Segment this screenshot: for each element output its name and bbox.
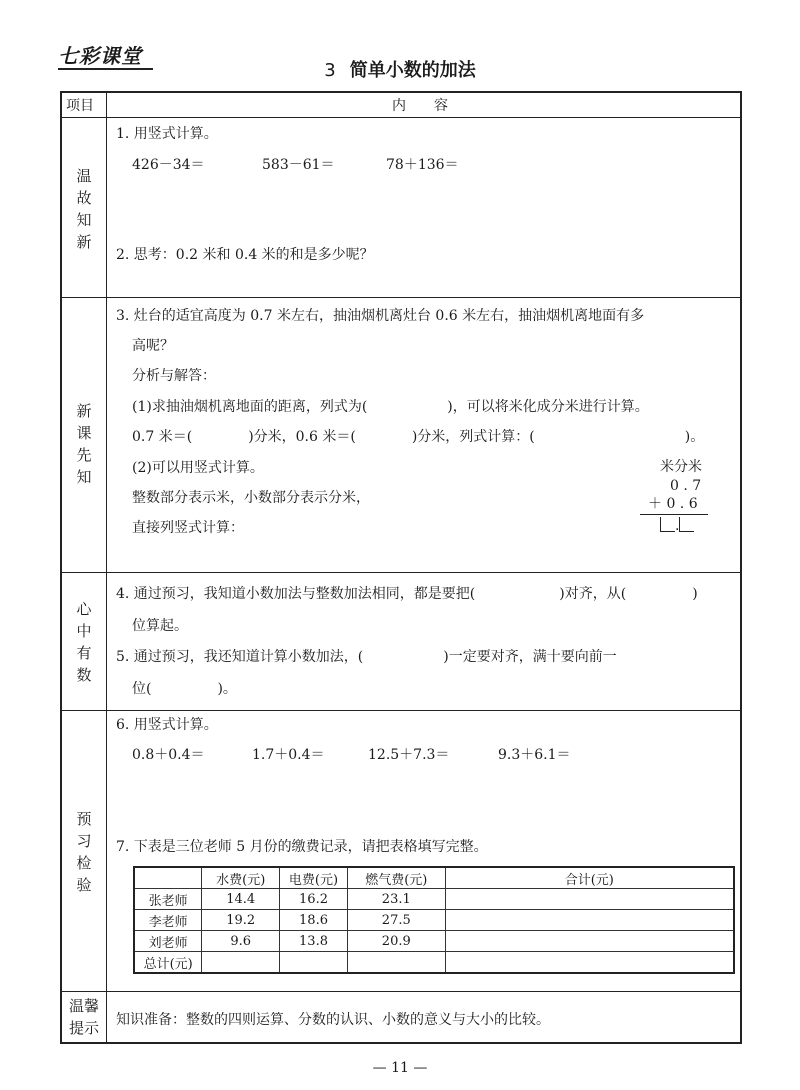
- table-cell-answer[interactable]: [445, 931, 734, 952]
- q4-line-2: 位算起。: [132, 618, 188, 634]
- page-number: — 11 —: [372, 1060, 428, 1076]
- column-divider: [106, 91, 107, 1044]
- q1-item-3: 78＋136＝: [386, 157, 459, 173]
- table-cell: 刘老师: [134, 931, 202, 952]
- table-header-cell: 水费(元): [202, 867, 280, 889]
- table-row: [134, 889, 734, 910]
- section-label-check: 预 习 检 验: [76, 810, 92, 894]
- table-cell: 27.5: [347, 910, 445, 931]
- table-cell: 18.6: [280, 910, 348, 931]
- header-item: 项目: [66, 98, 94, 114]
- table-cell: 13.8: [280, 931, 348, 952]
- table-cell-answer[interactable]: [280, 952, 348, 974]
- table-cell-answer[interactable]: [445, 910, 734, 931]
- table-cell: 14.4: [202, 889, 280, 910]
- table-header-cell: 燃气费(元): [347, 867, 445, 889]
- q2-text: 2. 思考：0.2 米和 0.4 米的和是多少呢？: [116, 247, 374, 263]
- q3-part-2: 0.7 米＝( )分米，0.6 米＝( )分米，列式计算：( )。: [132, 429, 705, 445]
- table-cell: 16.2: [280, 889, 348, 910]
- q3-part-1: (1)求抽油烟机离地面的距离，列式为( )，可以将米化成分米进行计算。: [132, 399, 649, 415]
- q1-title: 1. 用竖式计算。: [116, 126, 218, 142]
- answer-box[interactable]: [660, 517, 675, 532]
- table-cell: 总计(元): [134, 952, 202, 974]
- q5-line-2: 位( )。: [132, 681, 237, 697]
- table-cell-answer[interactable]: [445, 952, 734, 974]
- section-divider-1: [60, 297, 742, 298]
- q6-item-2: 1.7＋0.4＝: [252, 747, 325, 763]
- q5-line-1: 5. 通过预习，我还知道计算小数加法，( )一定要对齐，满十要向前一: [116, 649, 617, 665]
- q7-title: 7. 下表是三位老师 5 月份的缴费记录，请把表格填写完整。: [116, 839, 488, 855]
- q6-title: 6. 用竖式计算。: [116, 717, 218, 733]
- section-divider-3: [60, 710, 742, 711]
- title-text: 简单小数的加法: [349, 60, 476, 81]
- table-row: [134, 910, 734, 931]
- section-label-tip: 温馨 提示: [68, 997, 99, 1037]
- table-cell-answer[interactable]: [347, 952, 445, 974]
- fee-table: [133, 866, 735, 974]
- table-header-cell: 电费(元): [280, 867, 348, 889]
- table-cell: 李老师: [134, 910, 202, 931]
- q4-line-1: 4. 通过预习，我知道小数加法与整数加法相同，都是要把( )对齐，从( ): [116, 586, 698, 602]
- q1-item-2: 583－61＝: [262, 157, 335, 173]
- q3-line-2: 高呢？: [132, 338, 174, 354]
- q3-part-5: 直接列竖式计算：: [132, 520, 244, 536]
- table-cell: 9.6: [202, 931, 280, 952]
- brand-logo: 七彩课堂: [58, 44, 142, 68]
- table-cell-answer[interactable]: [202, 952, 280, 974]
- vertical-row-1: 0 . 7: [670, 478, 702, 494]
- vertical-sum-line: [640, 514, 708, 515]
- section-divider-4: [60, 991, 742, 992]
- section-label-preview: 新 课 先 知: [76, 402, 92, 486]
- table-cell: 19.2: [202, 910, 280, 931]
- q3-analysis: 分析与解答：: [132, 368, 216, 384]
- vertical-header: 米分米: [660, 459, 702, 475]
- tip-text: 知识准备：整数的四则运算、分数的认识、小数的意义与大小的比较。: [116, 1012, 550, 1028]
- q6-item-3: 12.5＋7.3＝: [368, 747, 450, 763]
- section-label-mind: 心 中 有 数: [76, 600, 92, 684]
- table-row: [134, 952, 734, 974]
- title-number: 3: [324, 60, 336, 81]
- table-header-row: [134, 867, 734, 889]
- q3-part-3: (2)可以用竖式计算。: [132, 460, 264, 476]
- table-cell: 20.9: [347, 931, 445, 952]
- table-header-cell: 合计(元): [445, 867, 734, 889]
- vertical-answer-boxes[interactable]: .: [660, 517, 694, 536]
- vertical-row-2: ＋ 0 . 6: [648, 496, 698, 512]
- section-divider-2: [60, 572, 742, 573]
- q3-part-4: 整数部分表示米，小数部分表示分米，: [132, 490, 370, 506]
- table-cell: 23.1: [347, 889, 445, 910]
- header-content: 内 容: [392, 98, 448, 114]
- table-row: [134, 931, 734, 952]
- table-cell: 张老师: [134, 889, 202, 910]
- q6-item-1: 0.8＋0.4＝: [132, 747, 205, 763]
- q3-line-1: 3. 灶台的适宜高度为 0.7 米左右，抽油烟机离灶台 0.6 米左右，抽油烟机离地面有多: [116, 308, 645, 324]
- q1-item-1: 426－34＝: [132, 157, 205, 173]
- page-title: [0, 56, 800, 82]
- q6-item-4: 9.3＋6.1＝: [498, 747, 571, 763]
- section-label-review: 温 故 知 新: [76, 167, 92, 251]
- header-divider: [60, 117, 742, 118]
- table-cell-answer[interactable]: [445, 889, 734, 910]
- answer-box[interactable]: [679, 517, 694, 532]
- table-header-cell: [134, 867, 202, 889]
